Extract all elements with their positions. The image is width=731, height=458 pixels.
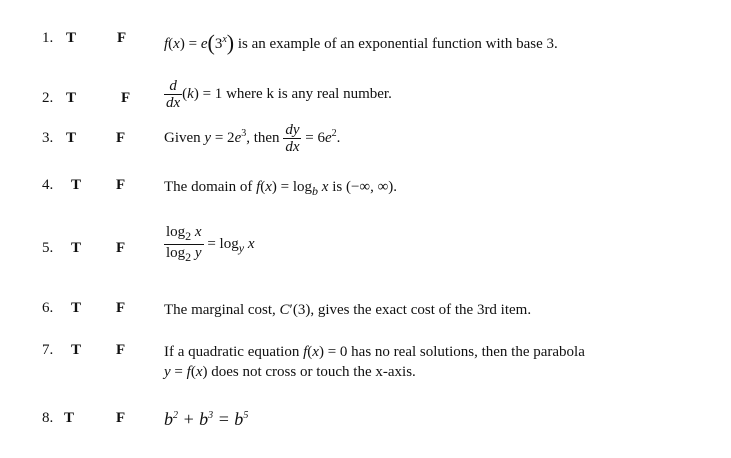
statement-text: The domain of [164, 179, 253, 195]
statement-text: If a quadratic equation [164, 344, 300, 360]
question-number: 2. [42, 90, 54, 106]
statement-text: does not cross or touch the x-axis. [211, 364, 416, 380]
true-option[interactable]: T [66, 90, 77, 106]
statement: The domain of $f(x) = \log_b x$ is (−∞, ∞). [164, 179, 398, 198]
statement-text: is [332, 179, 343, 195]
false-option[interactable]: F [116, 240, 126, 256]
false-option[interactable]: F [116, 300, 126, 316]
statement: $f(x) = e(3^x)$ is an example of an exponential function with base 3. [164, 30, 558, 55]
true-option[interactable]: T [66, 130, 77, 146]
statement-text: Given [164, 129, 201, 146]
true-option[interactable]: T [64, 410, 75, 426]
question-number: 4. [42, 177, 54, 193]
false-option[interactable]: F [117, 30, 127, 46]
statement-text: The marginal cost, [164, 302, 276, 318]
derivative-fraction: $\frac{dy}{dx}$ [285, 122, 300, 155]
true-option[interactable]: T [71, 342, 82, 358]
statement-text: has no real solutions, then the parabola [351, 344, 585, 360]
statement-text: , then [246, 129, 280, 146]
question-number: 7. [42, 342, 54, 358]
question-number: 8. [42, 410, 54, 426]
statement: The marginal cost, C′(3), gives the exact cost of the 3rd item. [164, 302, 532, 318]
question-number: 3. [42, 130, 54, 146]
true-option[interactable]: T [71, 177, 82, 193]
statement: $\frac{d}{dx}$ (k) = 1 where k is any real number. [166, 78, 392, 111]
question-number: 6. [42, 300, 54, 316]
derivative-operator: $\frac{d}{dx}$ [166, 78, 181, 111]
statement: If a quadratic equation f(x) = 0 has no real solutions, then the parabola y = f(x) does not cross or touch the x-axis. [164, 344, 585, 380]
true-option[interactable]: T [71, 300, 82, 316]
statement: Given $y = 2e^3$, then $\frac{dy}{dx}$ = $6e^2$. [164, 122, 341, 155]
question-number: 5. [42, 240, 54, 256]
true-option[interactable]: T [66, 30, 77, 46]
math-expression: f [164, 36, 169, 52]
statement-text: where k is any real number. [226, 85, 392, 102]
statement: $\frac{\log_2 x}{\log_2 y}$ = $\log_y x$ [166, 224, 255, 264]
statement: $b^2 + b^3 = b^5$ [164, 409, 249, 429]
false-option[interactable]: F [116, 342, 126, 358]
false-option[interactable]: F [116, 130, 126, 146]
log-fraction: $\frac{\log_2 x}{\log_2 y}$ [166, 224, 202, 264]
false-option[interactable]: F [116, 410, 126, 426]
false-option[interactable]: F [121, 90, 131, 106]
false-option[interactable]: F [116, 177, 126, 193]
true-option[interactable]: T [71, 240, 82, 256]
statement-text: , gives the exact cost of the 3rd item. [310, 302, 532, 318]
question-number: 1. [42, 30, 54, 46]
statement-text: is an example of an exponential function with base 3. [237, 36, 558, 52]
